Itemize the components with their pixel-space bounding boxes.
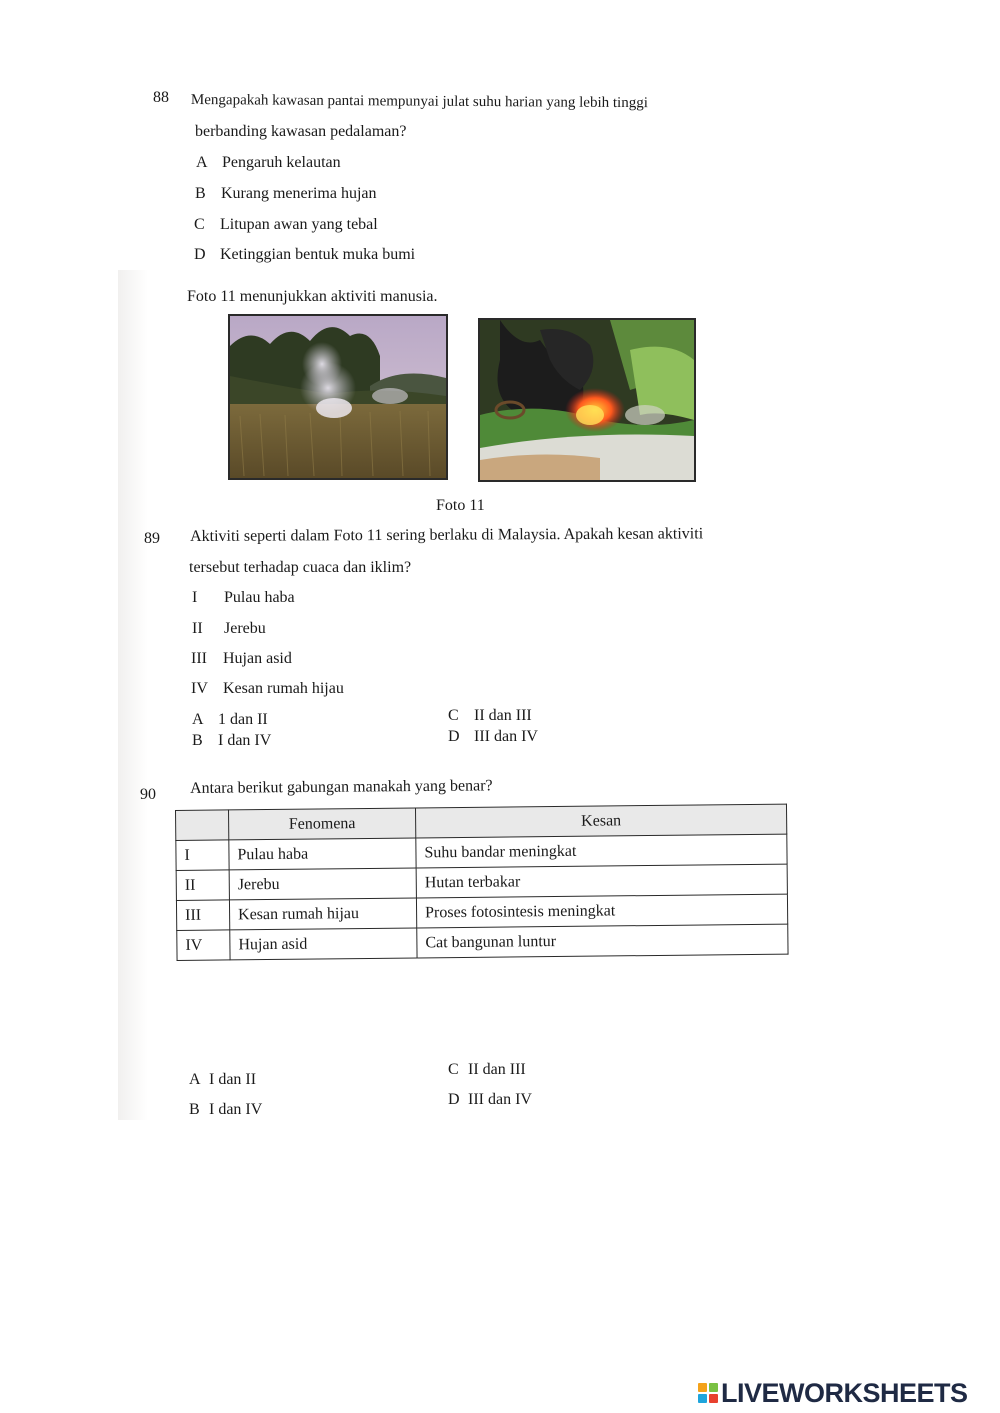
logo-square [698,1383,707,1392]
table-header-fenomena: Fenomena [229,808,416,840]
option-letter: A [196,154,208,171]
option-text: III dan IV [474,728,538,745]
statement-roman: II [192,620,203,637]
table-cell-kesan: Suhu bandar meningkat [416,834,787,868]
table-cell-fenomena: Hujan asid [230,928,417,960]
q89-question-line1: Aktiviti seperti dalam Foto 11 sering berlaku di Malaysia. Apakah kesan aktiviti [190,525,704,545]
q88-question-line2: berbanding kawasan pedalaman? [195,123,407,140]
table-cell-kesan: Proses fotosintesis meningkat [416,894,787,928]
option-letter: B [192,732,203,749]
option-letter: B [195,185,206,202]
photo-field-burning [228,314,448,480]
q88-option-b[interactable] [195,185,377,203]
table-row [177,924,788,960]
option-text: I dan IV [218,732,272,749]
option-text: Pengaruh kelautan [222,154,341,171]
option-letter: D [448,1091,460,1108]
option-text: Kurang menerima hujan [221,185,377,202]
table-cell-roman: II [176,870,229,901]
table-cell-roman: I [176,840,229,871]
q88-option-a[interactable] [196,154,341,172]
q90-number: 90 [140,786,156,803]
brand-name: LIVEWORKSHEETS [721,1377,968,1408]
foto-caption: Foto 11 [436,497,485,514]
table-cell-fenomena: Kesan rumah hijau [229,898,416,930]
option-letter: A [189,1071,201,1088]
option-letter: A [192,711,204,728]
option-text: I dan IV [209,1101,263,1118]
photo-open-burning [478,318,696,482]
q90-option-d[interactable] [448,1091,532,1109]
option-text: Ketinggian bentuk muka bumi [220,246,416,263]
q89-question-line2: tersebut terhadap cuaca dan iklim? [189,559,412,576]
option-text: III dan IV [468,1091,532,1108]
option-letter: D [194,246,206,263]
statement-roman: IV [191,680,208,697]
q88-number: 88 [153,89,169,106]
scan-shadow [118,270,148,1120]
q89-option-a[interactable] [192,711,268,729]
q88-option-c[interactable] [194,216,378,234]
option-text: Litupan awan yang tebal [220,216,378,233]
option-text: II dan III [474,707,532,724]
table-cell-fenomena: Jerebu [229,868,416,900]
option-text: II dan III [468,1061,526,1078]
statement-text: Kesan rumah hijau [223,680,344,697]
q89-statement-ii [192,620,266,638]
q90-option-a[interactable] [189,1071,256,1089]
q88-question-line1: Mengapakah kawasan pantai mempunyai julat suhu harian yang lebih tinggi [190,92,648,112]
statement-text: Jerebu [224,620,266,637]
q89-option-d[interactable] [448,728,538,746]
table-cell-roman: IV [177,930,230,961]
logo-square [709,1383,718,1392]
q90-table [175,804,789,961]
q90-question: Antara berikut gabungan manakah yang benar? [190,777,493,797]
logo-square [709,1394,718,1403]
liveworksheets-logo[interactable] [698,1378,968,1408]
q89-option-c[interactable] [448,707,532,725]
q89-number: 89 [144,530,160,547]
field-burning-image [230,316,446,478]
table-header-kesan: Kesan [415,804,786,838]
q89-statement-iii [191,650,292,668]
table-cell-fenomena: Pulau haba [229,838,416,870]
q89-option-b[interactable] [192,732,271,750]
statement-roman: I [192,589,198,606]
option-letter: C [448,707,459,724]
q90-option-c[interactable] [448,1061,526,1079]
logo-square [698,1394,707,1403]
table-header-cell [176,810,229,841]
option-letter: B [189,1101,200,1118]
foto-intro: Foto 11 menunjukkan aktiviti manusia. [187,288,438,305]
option-letter: C [194,216,205,233]
q90-option-b[interactable] [189,1101,262,1119]
option-text: I dan II [209,1071,257,1088]
q89-statement-iv [191,680,344,698]
table-cell-roman: III [176,900,229,931]
option-text: 1 dan II [218,711,268,728]
option-letter: C [448,1061,459,1078]
liveworksheets-icon [698,1383,718,1403]
statement-roman: III [191,650,207,667]
table-cell-kesan: Cat bangunan luntur [417,924,788,958]
q89-statement-i [192,589,295,607]
table-cell-kesan: Hutan terbakar [416,864,787,898]
option-letter: D [448,728,460,745]
q88-option-d[interactable] [194,246,415,264]
statement-text: Hujan asid [223,650,292,667]
statement-text: Pulau haba [224,589,295,606]
open-burning-image [480,320,694,480]
